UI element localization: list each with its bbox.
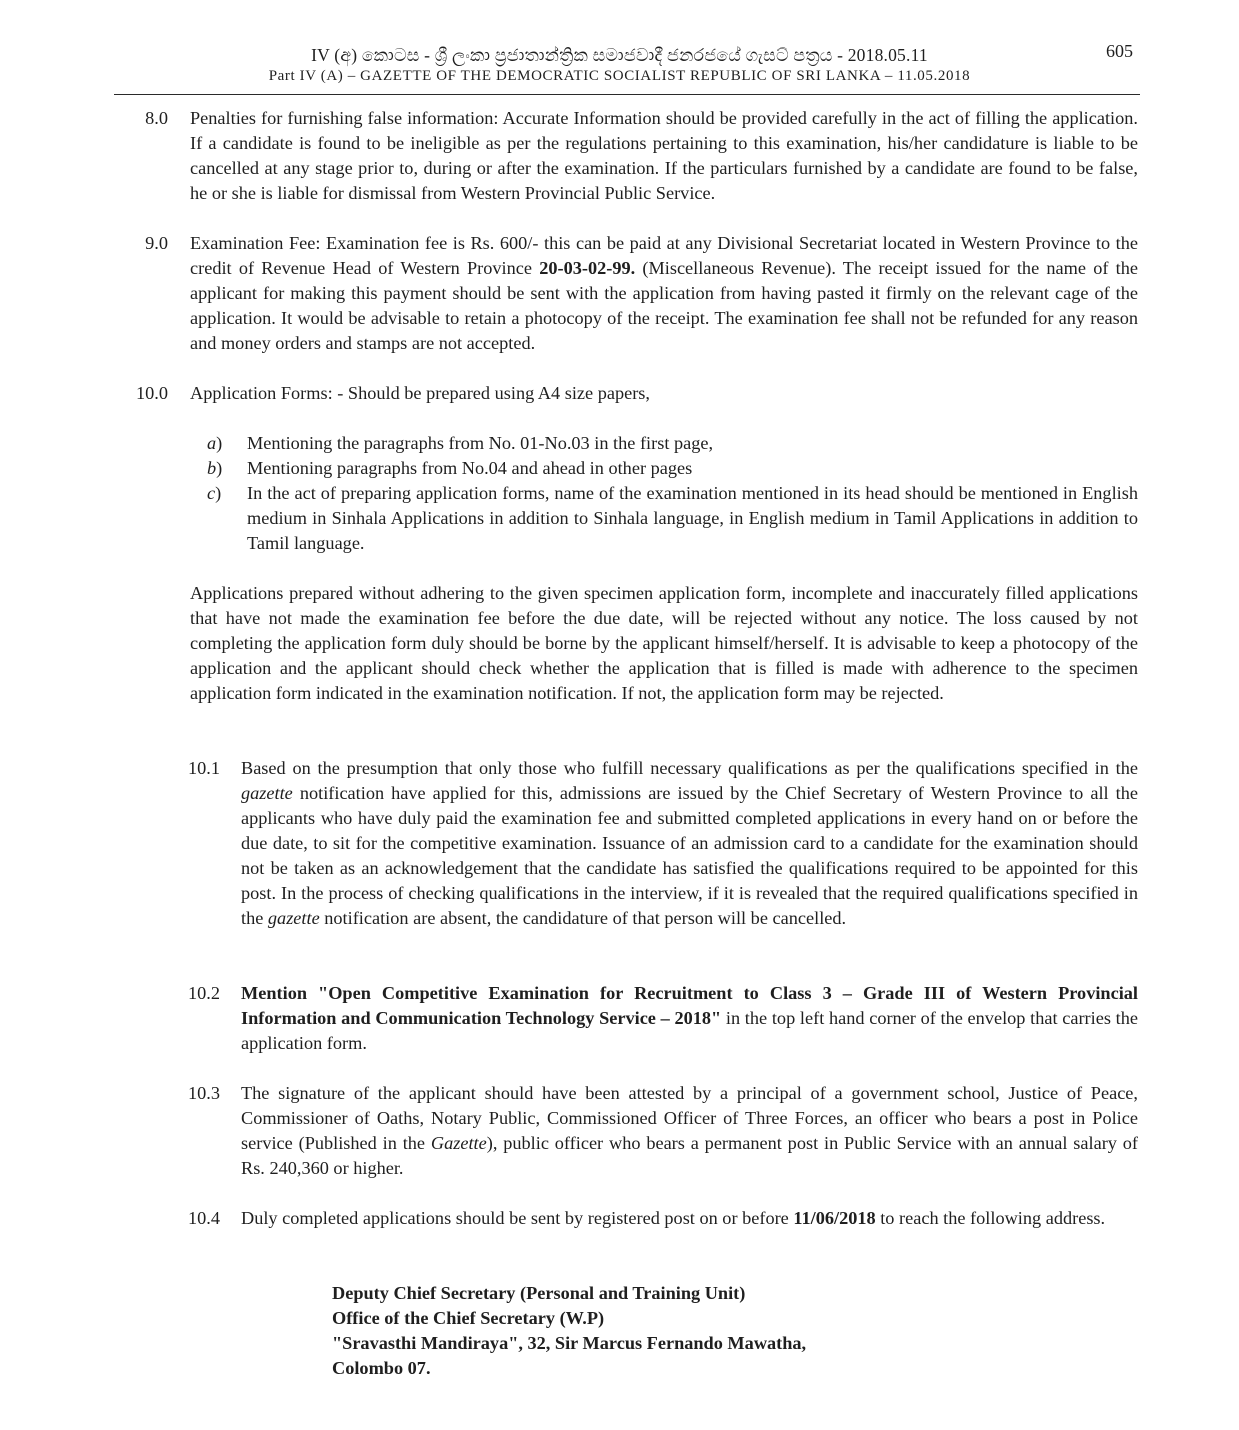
section-10-1-text-a: Based on the presumption that only those who fulfill necessary qualifications as per the qualifications specified in the	[241, 758, 1138, 778]
address-line-2: Office of the Chief Secretary (W.P)	[332, 1308, 605, 1328]
revenue-head-code: 20-03-02-99.	[539, 258, 636, 278]
address-line-3: "Sravasthi Mandiraya", 32, Sir Marcus Fernando Mawatha,	[332, 1333, 807, 1353]
header-rule	[114, 94, 1140, 95]
section-10-3-text	[241, 1081, 1138, 1181]
section-9-text-a: Examination Fee: Examination fee is Rs. 600/- this can be paid at any Divisional Secretariat located in Western Province to the credit of Revenue Head of Western Province	[190, 233, 1138, 278]
due-date: 11/06/2018	[793, 1208, 876, 1228]
section-number-10: 10.0	[136, 383, 168, 403]
section-10-1-text-c: notification are absent, the candidature of that person will be cancelled.	[319, 908, 847, 928]
section-10-1-text	[241, 756, 1138, 931]
mailing-address	[332, 1281, 806, 1381]
list-item-b-letter: b	[207, 458, 217, 478]
page-number: 605	[1106, 41, 1133, 61]
section-10-3-text-b: ), public officer who bears a permanent post in Public Service with an annual salary of Rs. 240,360 or higher.	[241, 1133, 1138, 1178]
list-item-c-label: c)	[207, 483, 222, 503]
section-number-10-4: 10.4	[188, 1208, 220, 1228]
list-item-b-label: b)	[207, 458, 223, 478]
section-9-text-b: (Miscellaneous Revenue). The receipt issued for the name of the applicant for making this payment should be sent with the application from having pasted it firmly on the relevant cage of the application. It would be advisable to retain a photocopy of the receipt. The examination fee shall not be refunded for any reason and money orders and stamps are not accepted.	[190, 258, 1138, 353]
section-10-3-text-a: The signature of the applicant should have been attested by a principal of a government school, Justice of Peace, Commissioner of Oaths, Notary Public, Commissioned Officer of Three Forces, an officer who bears a post in Police service (Published in the	[241, 1083, 1138, 1153]
section-10-2-text	[241, 981, 1138, 1056]
gazette-italic-2: gazette	[267, 908, 320, 928]
list-item-a-letter: a	[207, 433, 217, 453]
section-number-9: 9.0	[145, 233, 168, 253]
header-english: Part IV (A) – GAZETTE OF THE DEMOCRATIC SOCIALIST REPUBLIC OF SRI LANKA – 11.05.2018	[268, 68, 971, 84]
section-10-text: Application Forms: - Should be prepared using A4 size papers,	[190, 383, 650, 403]
address-line-4: Colombo 07.	[332, 1358, 431, 1378]
applications-paragraph: Applications prepared without adhering to the given specimen application form, incomplete and inaccurately filled applications that have not made the examination fee before the due date, will be rejected without any notice. The loss caused by not completing the application form duly should be borne by the applicant himself/herself. It is advisable to keep a photocopy of the application and the applicant should check whether the application that is filled is made with adherence to the specimen application form indicated in the examination notification. If not, the application form may be rejected.	[190, 583, 1138, 703]
list-item-a: Mentioning the paragraphs from No. 01-No.03 in the first page,	[247, 433, 714, 453]
section-number-10-2: 10.2	[188, 983, 220, 1003]
address-line-1: Deputy Chief Secretary (Personal and Training Unit)	[332, 1283, 746, 1303]
section-10-4-text-b: to reach the following address.	[875, 1208, 1106, 1228]
list-item-b: Mentioning paragraphs from No.04 and ahead in other pages	[247, 458, 693, 478]
section-number-10-1: 10.1	[188, 758, 220, 778]
envelope-mention-text: Mention "Open Competitive Examination for Recruitment to Class 3 – Grade III of Western Provincial Information and Communication Technology Service – 2018"	[241, 983, 1138, 1028]
gazette-italic-3: Gazette	[430, 1133, 487, 1153]
section-10-2-text-rest: in the top left hand corner of the envelop that carries the application form.	[241, 1008, 1138, 1053]
header-sinhala	[0, 44, 1239, 66]
section-number-10-3: 10.3	[188, 1083, 220, 1103]
list-item-c: In the act of preparing application forms, name of the examination mentioned in its head should be mentioned in English medium in Sinhala Applications in addition to Sinhala language, in English medium in Tamil Applications in addition to Tamil language.	[247, 483, 1138, 553]
section-10-1-text-b: notification have applied for this, admissions are issued by the Chief Secretary of Western Province to all the applicants who have duly paid the examination fee and submitted completed applications in every hand on or before the due date, to sit for the competitive examination. Issuance of an admission card to a candidate for the examination should not be taken as an acknowledgement that the candidate has satisfied the qualifications required to be appointed for this post. In the process of checking qualifications in the interview, if it is revealed that the required qualifications specified in the	[241, 783, 1138, 928]
section-10-4-text-a: Duly completed applications should be sent by registered post on or before	[241, 1208, 794, 1228]
list-item-c-letter: c	[207, 483, 216, 503]
section-10-4-text	[241, 1206, 1138, 1231]
section-number-8: 8.0	[145, 108, 168, 128]
section-8-text: Penalties for furnishing false information: Accurate Information should be provided carefully in the act of filling the application. If a candidate is found to be ineligible as per the regulations pertaining to this examination, his/her candidature is liable to be cancelled at any stage prior to, during or after the examination. If the particulars furnished by a candidate are found to be false, he or she is liable for dismissal from Western Provincial Public Service.	[190, 108, 1138, 203]
header-sinhala-text: IV (අ) කොටස - ශ්‍රී ලංකා ප්‍රජාතාන්ත්‍රික සමාජවාදී ජනරජයේ ගැසට් පත්‍රය - 2018.05.11	[311, 45, 928, 65]
list-item-a-label: a)	[207, 433, 223, 453]
section-9-text	[190, 231, 1138, 356]
gazette-italic-1: gazette	[241, 783, 293, 803]
